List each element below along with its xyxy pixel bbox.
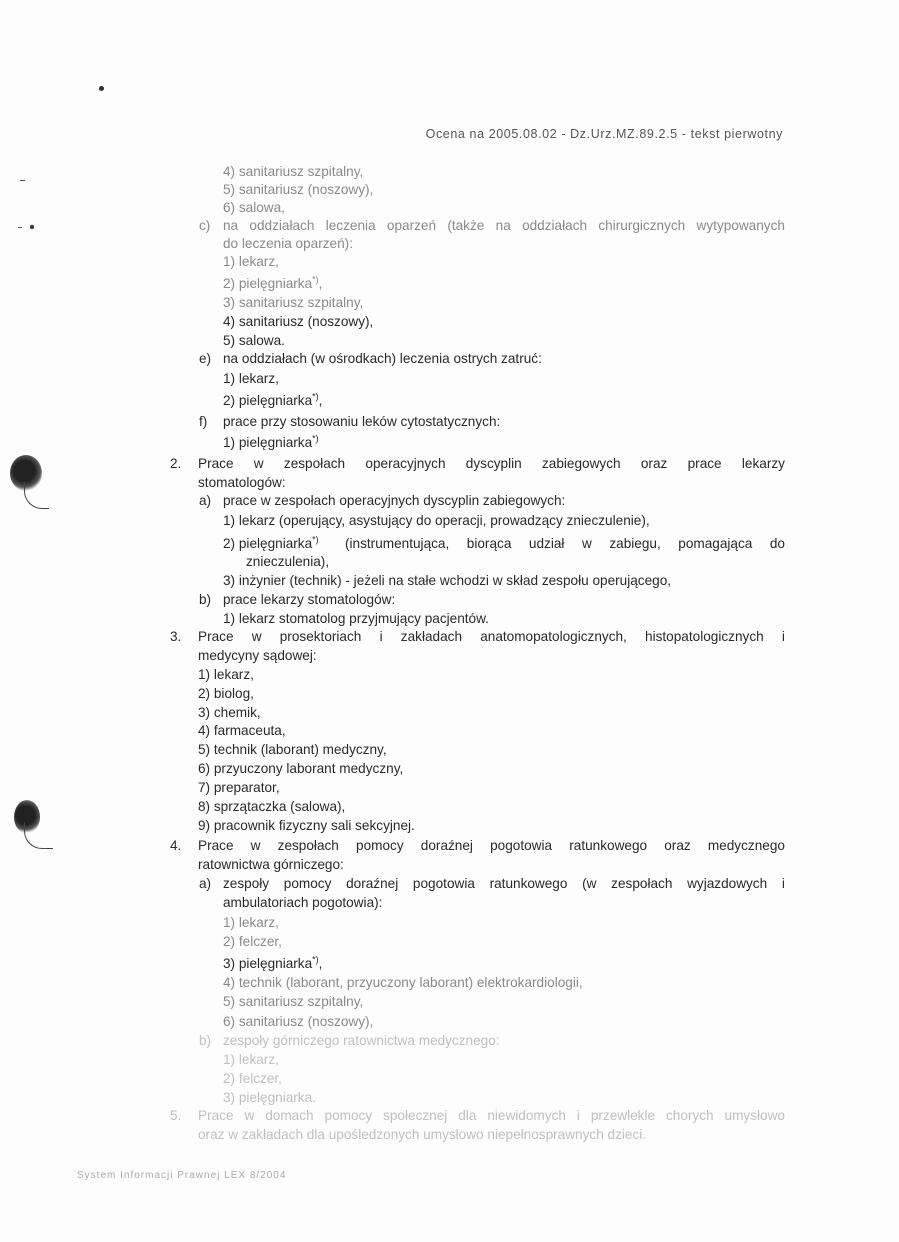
word: do [769, 536, 785, 551]
section-number: 4. [170, 838, 182, 853]
list-item: prace lekarzy stomatologów: [223, 592, 396, 607]
page-footer: System Informacji Prawnej LEX 8/2004 [77, 1170, 287, 1181]
section-text [198, 455, 785, 473]
list-item: 3) chemik, [198, 705, 261, 720]
word: medycznego [707, 838, 785, 853]
list-item [223, 955, 322, 973]
word: leczenia [325, 218, 376, 233]
footnote-marker: *) [312, 534, 319, 545]
list-marker: b) [199, 1033, 212, 1048]
list-item: 2) felczer, [223, 1071, 282, 1086]
list-item: 2) felczer, [223, 934, 282, 949]
word: pogotowia [412, 876, 475, 891]
word: dla [458, 1108, 477, 1123]
list-item: zespoły górniczego ratownictwa medycznego: [223, 1033, 500, 1048]
list-item: 1) lekarz (operujący, asystujący do operacji, prowadzący znieczulenie), [223, 513, 650, 528]
word: na [495, 218, 511, 233]
word: doraźnej [420, 838, 473, 853]
word: przewlekle [590, 1108, 656, 1123]
word: w [253, 456, 264, 471]
list-marker: a) [199, 493, 212, 508]
word: pomocy [283, 876, 332, 891]
item-end: , [318, 276, 323, 291]
word: ratunkowego [569, 838, 648, 853]
section-number: 2. [170, 456, 182, 471]
list-item: 2) biolog, [198, 686, 254, 701]
scan-speck [20, 180, 25, 181]
list-item: znieczulenia), [246, 554, 330, 569]
section-number: 3. [170, 629, 182, 644]
list-item: 4) farmaceuta, [198, 723, 286, 738]
word: wytypowanych [696, 218, 785, 233]
scan-speck [18, 227, 22, 228]
list-item [223, 875, 785, 893]
list-item [223, 217, 785, 235]
page-header: Ocena na 2005.08.02 - Dz.Urz.MZ.89.2.5 - tekst pierwotny [425, 127, 783, 141]
section-text [198, 1107, 785, 1125]
word: umysłowo [724, 1108, 785, 1123]
word: biorąca [466, 536, 512, 551]
punch-hole-mark [24, 822, 53, 849]
section-text [198, 628, 785, 646]
section-text: oraz w zakładach dla upośledzonych umysłowo niepełnosprawnych dzieci. [198, 1127, 647, 1142]
word: chirurgicznych [598, 218, 686, 233]
word: Prace [198, 456, 234, 471]
list-item: 1) lekarz stomatolog przyjmujący pacjentów. [223, 611, 489, 626]
list-item: 5) sanitariusz szpitalny, [223, 994, 364, 1009]
word: doraźnej [346, 876, 399, 891]
word: prosektoriach [279, 629, 362, 644]
section-number: 5. [170, 1108, 182, 1123]
footnote-marker: *) [312, 274, 319, 285]
list-item: 5) salowa. [223, 333, 285, 348]
word: zakładach [400, 629, 463, 644]
item-end: , [318, 956, 323, 971]
list-item: 5) technik (laborant) medyczny, [198, 742, 387, 757]
word: zespoły [223, 876, 270, 891]
section-text: stomatologów: [198, 475, 286, 490]
scan-speck [30, 225, 34, 229]
footnote-marker: *) [312, 433, 319, 444]
item-text-continued [345, 535, 785, 553]
word: i [781, 876, 785, 891]
word: zespołach [283, 456, 346, 471]
word: wyjazdowych [687, 876, 768, 891]
word: dyscyplin [465, 456, 522, 471]
word: oparzeń [386, 218, 437, 233]
list-item: 4) sanitariusz szpitalny, [223, 164, 364, 179]
list-item: 5) sanitariusz (noszowy), [223, 182, 374, 197]
word: chorych [665, 1108, 714, 1123]
word: (instrumentująca, [345, 536, 450, 551]
footnote-marker: *) [312, 954, 319, 965]
section-text: ratownictwa górniczego: [198, 857, 344, 872]
word: ratunkowego [489, 876, 568, 891]
word: i [781, 629, 785, 644]
list-item [223, 392, 322, 410]
word: w [250, 838, 261, 853]
word: zespołach [611, 876, 673, 891]
list-marker: c) [199, 218, 211, 233]
word: pomocy [324, 1108, 373, 1123]
list-item: 4) technik (laborant, przyuczony laborant) elektrokardiologii, [223, 975, 583, 990]
list-item [223, 434, 319, 452]
list-item: 6) przyuczony laborant medyczny, [198, 761, 404, 776]
list-item: do leczenia oparzeń): [223, 236, 353, 251]
list-item: 6) sanitariusz (noszowy), [223, 1014, 374, 1029]
list-item: 4) sanitariusz (noszowy), [223, 314, 374, 329]
word: histopatologicznych [645, 629, 764, 644]
word: oraz [664, 838, 691, 853]
item-text: 2) pielęgniarka [223, 536, 313, 551]
word: niewidomych [487, 1108, 566, 1123]
list-item: 7) preparator, [198, 780, 280, 795]
word: (w [582, 876, 597, 891]
item-text: 2) pielęgniarka [223, 276, 313, 291]
list-item: 8) sprzątaczka (salowa), [198, 799, 346, 814]
word: domach [265, 1108, 314, 1123]
list-item: 1) lekarz, [223, 1052, 279, 1067]
section-text: medycyny sądowej: [198, 648, 317, 663]
list-marker: f) [199, 414, 208, 429]
word: w [581, 536, 592, 551]
word: zabiegowych [542, 456, 621, 471]
list-item [223, 535, 785, 553]
list-item: 1) lekarz, [223, 915, 279, 930]
section-text [198, 837, 785, 855]
list-item [223, 275, 322, 293]
word: pomagająca [678, 536, 753, 551]
list-item: 1) lekarz, [223, 371, 279, 386]
word: zabiegu, [609, 536, 661, 551]
word: anatomopatologicznych, [480, 629, 627, 644]
list-marker: b) [199, 592, 212, 607]
list-item: 3) pielęgniarka. [223, 1090, 316, 1105]
word: Prace [198, 629, 234, 644]
list-item: 3) inżynier (technik) - jeżeli na stałe wchodzi w skład zespołu operującego, [223, 573, 672, 588]
word: w [251, 629, 262, 644]
list-item: 3) sanitariusz szpitalny, [223, 295, 364, 310]
list-item: 1) lekarz, [223, 254, 279, 269]
word: pomocy [356, 838, 404, 853]
word: oddziałach [249, 218, 315, 233]
word: operacyjnych [365, 456, 446, 471]
word: lekarzy [741, 456, 785, 471]
word: na [223, 218, 239, 233]
word: oraz [640, 456, 668, 471]
word: i [576, 1108, 580, 1123]
word: oddziałach [522, 218, 588, 233]
scan-speck [99, 86, 104, 91]
list-item: na oddziałach (w ośrodkach) leczenia ostrych zatruć: [223, 351, 542, 366]
list-item: 9) pracownik fizyczny sali sekcyjnej. [198, 818, 415, 833]
list-item: 6) salowa, [223, 200, 285, 215]
word: pogotowia [490, 838, 553, 853]
item-end: , [318, 393, 323, 408]
item-text: 1) pielęgniarka [223, 435, 313, 450]
word: prace [687, 456, 722, 471]
word: Prace [198, 1108, 234, 1123]
footnote-marker: *) [312, 391, 319, 402]
word: (także [447, 218, 485, 233]
word: w [244, 1108, 255, 1123]
word: społecznej [383, 1108, 448, 1123]
list-item: 1) lekarz, [198, 667, 254, 682]
list-marker: e) [199, 351, 212, 366]
list-marker: a) [199, 876, 212, 891]
word: Prace [198, 838, 234, 853]
word: i [379, 629, 383, 644]
list-item: prace w zespołach operacyjnych dyscyplin zabiegowych: [223, 493, 566, 508]
item-text: 3) pielęgniarka [223, 956, 313, 971]
list-item: ambulatoriach pogotowia): [223, 895, 383, 910]
list-item: prace przy stosowaniu leków cytostatycznych: [223, 414, 501, 429]
word: udział [528, 536, 565, 551]
punch-hole-mark [24, 482, 49, 509]
item-text: 2) pielęgniarka [223, 393, 313, 408]
word: zespołach [277, 838, 339, 853]
